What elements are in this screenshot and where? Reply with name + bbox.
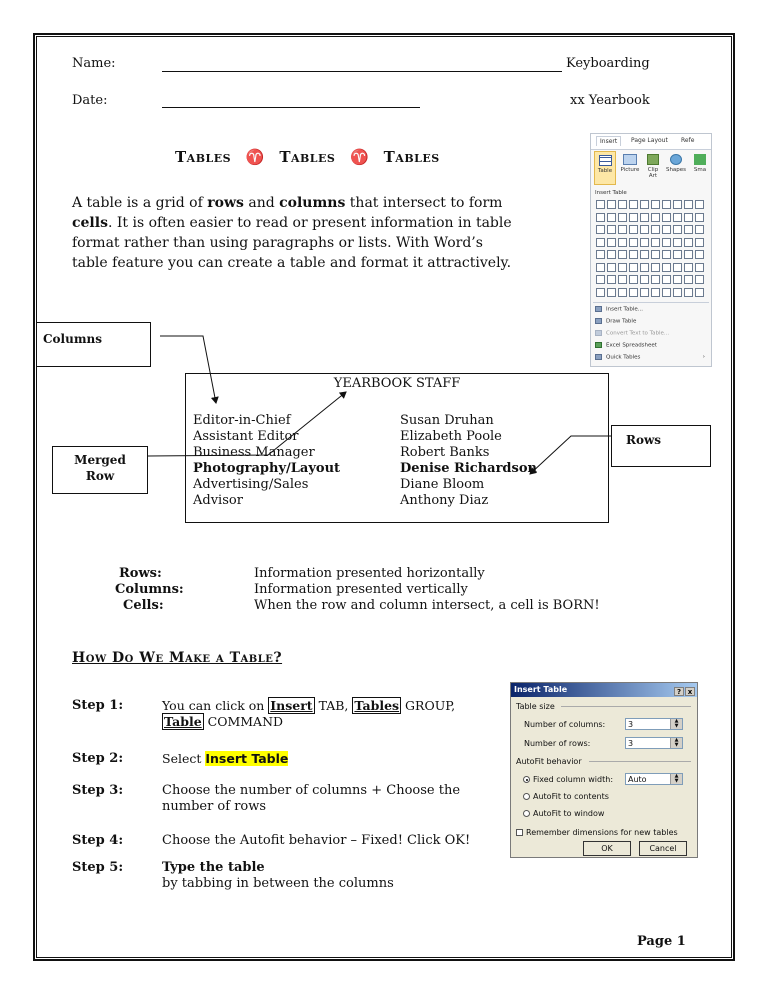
insert-table-dialog [510,682,698,858]
date-label: Date: [72,93,108,108]
submenu-arrow-icon: › [702,354,705,360]
ribbon-shapes-label: Shapes [665,167,687,173]
year-label: xx Yearbook [570,93,650,108]
intro-cells: cells [72,215,108,231]
step-1-text: You can click on Insert TAB, Tables GROUP, Table COMMAND [162,698,456,729]
title-word-1: Tables [175,148,232,166]
ribbon-clipart-label: Clip Art [647,167,659,179]
intro-rows: rows [207,195,244,211]
merged-row-arrow [148,392,346,456]
radio-icon [523,793,530,800]
checkbox-icon [516,829,523,836]
menu-quick-tables[interactable]: Quick Tables › [595,354,707,361]
rows-callout-label: Rows [626,433,662,447]
staff-table-title: YEARBOOK STAFF [333,376,461,391]
section-heading: How Do We Make a Table? [72,650,283,666]
step-3-label: Step 3: [72,783,124,798]
insert-tab-key: Insert [270,698,313,713]
staff-role: Business Manager [193,445,315,460]
autofit-window-option[interactable]: AutoFit to window [523,809,604,818]
staff-name: Diane Bloom [400,477,485,492]
definition-text: Information presented horizontally [254,566,485,581]
step-5-label: Step 5: [72,860,124,875]
step-5-text: Type the table by tabbing in between the columns [162,860,394,891]
staff-name: Anthony Diaz [400,493,489,508]
definition-text: When the row and column intersect, a cell is BORN! [254,598,600,613]
staff-role: Editor-in-Chief [193,413,291,428]
aries-symbol-1: ♈ [245,148,265,166]
autofit-group: AutoFit behavior [516,757,582,766]
help-button[interactable]: ? [674,687,684,696]
intro-line-3: format rather than using paragraphs or lists. With Word’s [72,235,483,251]
ribbon-table-label: Table [597,168,613,174]
menu-insert-table[interactable]: Insert Table... [595,306,643,313]
page-number: Page 1 [637,934,686,949]
insert-table-grid-label: Insert Table [595,190,627,196]
radio-selected-icon [523,776,530,783]
staff-name: Elizabeth Poole [400,429,502,444]
ribbon-picture-label: Picture [620,167,640,173]
merged-row-callout-label: Merged Row [74,453,126,483]
intro-line-4: table feature you can create a table and format it attractively. [72,255,512,271]
definition-text: Information presented vertically [254,582,468,597]
spinner-arrows-icon[interactable]: ▲ ▼ [670,774,682,784]
staff-name: Susan Druhan [400,413,494,428]
dialog-title: Insert Table [514,685,568,694]
ribbon-tab-page-layout[interactable]: Page Layout [631,137,668,144]
title-word-2: Tables [279,148,336,166]
title-word-3: Tables [383,148,440,166]
step-4-text: Choose the Autofit behavior – Fixed! Click OK! [162,833,471,848]
staff-name: Denise Richardson [400,461,537,476]
group-line-1 [561,706,691,707]
name-label: Name: [72,56,116,71]
step-3-text: Choose the number of columns + Choose the number of rows [162,783,461,814]
intro-text-3: that intersect to form [345,195,503,211]
definition-term: Rows: [119,566,162,581]
menu-convert-text[interactable]: Convert Text to Table... [595,330,669,337]
staff-role: Advertising/Sales [193,477,309,492]
definition-term: Cells: [123,598,164,613]
table-size-group: Table size [516,702,555,711]
intro-text-4: . It is often easier to read or present information in table [107,215,512,231]
tables-group-key: Tables [354,698,400,713]
intro-columns: columns [279,195,346,211]
step-2-text: Select Insert Table [162,751,289,766]
staff-name: Robert Banks [400,445,490,460]
radio-icon [523,810,530,817]
step-2-label: Step 2: [72,751,124,766]
ribbon-smartart-label: Sma [693,167,707,173]
spinner-arrows-icon[interactable]: ▲ ▼ [670,738,682,748]
course-label: Keyboarding [566,56,650,71]
fixed-width-option[interactable]: Fixed column width: [523,775,613,784]
staff-role: Photography/Layout [193,461,341,476]
columns-label: Number of columns: [524,720,606,729]
insert-table-highlight: Insert Table [205,751,289,766]
columns-callout-label: Columns [43,332,103,346]
staff-role: Assistant Editor [193,429,299,444]
columns-spinner[interactable]: 3 ▲ ▼ [625,718,683,730]
ribbon-tab-references[interactable]: Refe [681,137,695,144]
group-line-2 [589,761,691,762]
step-4-label: Step 4: [72,833,124,848]
aries-symbol-2: ♈ [350,148,369,166]
rows-label: Number of rows: [524,739,591,748]
remember-dimensions-checkbox[interactable]: Remember dimensions for new tables [516,828,678,837]
definition-term: Columns: [115,582,184,597]
cancel-button[interactable]: Cancel [639,841,687,856]
step-1-label: Step 1: [72,698,124,713]
rows-arrow [530,436,611,474]
close-button[interactable]: x [685,687,695,696]
intro-text-1: A table is a grid of [72,195,208,211]
rows-spinner[interactable]: 3 ▲ ▼ [625,737,683,749]
columns-arrow [160,336,216,403]
table-command-key: Table [164,714,202,729]
intro-text-2: and [243,195,280,211]
spinner-arrows-icon[interactable]: ▲ ▼ [670,719,682,729]
menu-excel-spreadsheet[interactable]: Excel Spreadsheet [595,342,657,349]
dialog-title-bar [511,683,697,697]
ribbon-tab-insert[interactable]: Insert [596,136,621,146]
autofit-contents-option[interactable]: AutoFit to contents [523,792,609,801]
staff-role: Advisor [193,493,243,508]
ok-button[interactable]: OK [583,841,631,856]
menu-draw-table[interactable]: Draw Table [595,318,636,325]
fixed-width-spinner[interactable]: Auto ▲ ▼ [625,773,683,785]
